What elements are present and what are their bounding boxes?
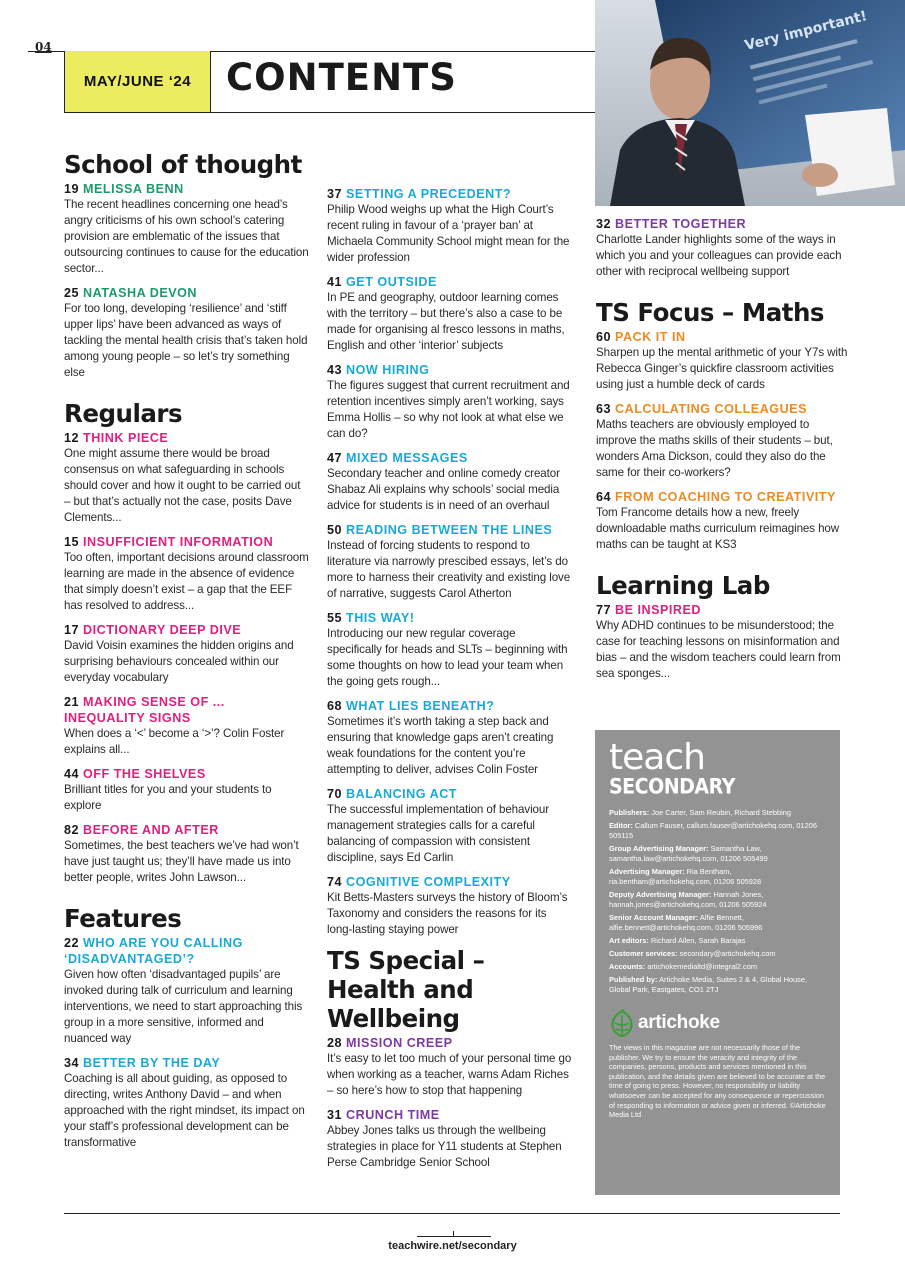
entry-description: Charlotte Lander highlights some of the ways in which you and your colleagues can provide each other with reciprocal wellbeing support bbox=[596, 233, 842, 278]
entry-heading: BEFORE AND AFTER bbox=[83, 823, 219, 837]
entry-page: 41 bbox=[327, 275, 343, 289]
contents-entry[interactable] bbox=[327, 522, 572, 602]
entry-heading: WHO ARE YOU CALLING ‘DISADVANTAGED’? bbox=[64, 936, 243, 966]
contents-entry[interactable] bbox=[327, 362, 572, 442]
entry-page: 60 bbox=[596, 330, 612, 344]
artichoke-logo-icon bbox=[609, 1009, 635, 1037]
teach-logo-top: teach bbox=[609, 737, 705, 778]
entry-heading: NATASHA DEVON bbox=[83, 286, 198, 300]
entry-heading: BE INSPIRED bbox=[615, 603, 701, 617]
column-middle bbox=[327, 186, 572, 1179]
masthead-credit: Published by: Artichoke Media, Suites 2 & 4, Global House, Global Park, Eastgates, CO1 2TJ bbox=[609, 975, 808, 994]
entry-heading: BETTER TOGETHER bbox=[615, 217, 747, 231]
teach-logo-bottom: SECONDARY bbox=[609, 774, 735, 800]
contents-entry[interactable] bbox=[596, 602, 851, 682]
entry-page: 47 bbox=[327, 451, 343, 465]
section-title-features: Features bbox=[64, 904, 182, 933]
contents-entry[interactable] bbox=[596, 489, 851, 553]
cover-photo bbox=[595, 0, 905, 206]
contents-entry[interactable] bbox=[64, 181, 309, 277]
footer-tick bbox=[453, 1231, 454, 1236]
entry-page: 74 bbox=[327, 875, 343, 889]
entry-heading: MISSION CREEP bbox=[346, 1036, 453, 1050]
entry-page: 21 bbox=[64, 695, 80, 709]
entry-heading: WHAT LIES BENEATH? bbox=[346, 699, 495, 713]
entry-heading: MAKING SENSE OF ... INEQUALITY SIGNS bbox=[64, 695, 225, 725]
entry-heading: BALANCING ACT bbox=[346, 787, 457, 801]
section-title-ts-special: TS Special – Health and Wellbeing bbox=[327, 946, 485, 1033]
entry-heading: FROM COACHING TO CREATIVITY bbox=[615, 490, 836, 504]
entry-heading: INSUFFICIENT INFORMATION bbox=[83, 535, 274, 549]
contents-entry[interactable] bbox=[327, 186, 572, 266]
entry-heading: GET OUTSIDE bbox=[346, 275, 437, 289]
entry-heading: BETTER BY THE DAY bbox=[83, 1056, 221, 1070]
section-title-regulars: Regulars bbox=[64, 399, 183, 428]
entry-heading: CALCULATING COLLEAGUES bbox=[615, 402, 807, 416]
contents-entry[interactable] bbox=[327, 450, 572, 514]
contents-entry[interactable] bbox=[327, 786, 572, 866]
entry-description: Sharpen up the mental arithmetic of your Y7s with Rebecca Ginger’s quickfire classroom activities using just a humble deck of cards bbox=[596, 346, 848, 391]
masthead-credit: Group Advertising Manager: Samantha Law, samantha.law@artichokehq.com, 01206 505499 bbox=[609, 844, 768, 863]
entry-heading: THINK PIECE bbox=[83, 431, 169, 445]
entry-description: The figures suggest that current recruitment and retention incentives simply aren’t working, says Emma Hollis – so why not look at what else we can do? bbox=[327, 379, 570, 440]
entry-heading: MIXED MESSAGES bbox=[346, 451, 468, 465]
entry-description: The successful implementation of behaviour management strategies calls for a careful balancing of compassion with consistent discipline, says Ed Carlin bbox=[327, 803, 549, 864]
artichoke-brand bbox=[609, 1009, 826, 1037]
contents-entry[interactable] bbox=[596, 401, 851, 481]
entry-description: One might assume there would be broad consensus on what safeguarding in schools should cover and how it ought to be carried out – but that’s actually not the case, posits Dave Clements... bbox=[64, 447, 301, 524]
masthead-disclaimer: The views in this magazine are not necessarily those of the publisher. We try to ensure the veracity and integrity of the companies, persons, products and services mentioned in this publication, and the details given are believed to be accurate at the time of going to press. However, no responsibility or liability whatsoever can be accepted for any consequence or repercussion of responding to information or advice given or inferred. ©Artichoke Media Ltd bbox=[609, 1043, 826, 1120]
entry-page: 63 bbox=[596, 402, 612, 416]
entry-description: Sometimes it’s worth taking a step back and ensuring that knowledge gaps aren’t creating weak foundations for the content you’re attempting to deliver, advises Colin Foster bbox=[327, 715, 554, 776]
contents-entry[interactable] bbox=[327, 274, 572, 354]
entry-heading: PACK IT IN bbox=[615, 330, 686, 344]
entry-heading: THIS WAY! bbox=[346, 611, 415, 625]
entry-description: For too long, developing ‘resilience’ and ‘stiff upper lips’ have been advanced as ways of tackling the mental health crisis that’s taken hold among young people – so let’s try something else bbox=[64, 302, 308, 379]
section-title-ts-focus: TS Focus – Maths bbox=[596, 298, 824, 327]
entry-description: Too often, important decisions around classroom learning are made in the absence of evidence that simply doesn’t exist – a gap that the EEF has resolved to address... bbox=[64, 551, 309, 612]
footer-rule bbox=[64, 1213, 840, 1214]
entry-description: Given how often ‘disadvantaged pupils’ are invoked during talk of curriculum and learning interventions, we need to start approaching this group in a more sensitive, informed and nuanced way bbox=[64, 968, 303, 1045]
entry-description: Secondary teacher and online comedy creator Shabaz Ali explains why schools’ social media advice for students is in need of an overhaul bbox=[327, 467, 560, 512]
entry-description: Why ADHD continues to be misunderstood; the case for teaching lessons on misinformation and bias – and the wisdom teachers could learn from sea sponges... bbox=[596, 619, 841, 680]
contents-entry[interactable] bbox=[327, 874, 572, 938]
entry-description: Instead of forcing students to respond to literature via narrowly prescibed essays, let’s do more to harness their creativity and existing love of narrative, suggests Carol Atherton bbox=[327, 539, 571, 600]
entry-description: Introducing our new regular coverage specifically for heads and SLTs – beginning with some thoughts on how to lead your team when the going gets rough... bbox=[327, 627, 568, 688]
contents-entry[interactable] bbox=[327, 1107, 572, 1171]
contents-entry[interactable] bbox=[64, 622, 309, 686]
artichoke-brand-name: artichoke bbox=[638, 1012, 720, 1033]
masthead-box bbox=[595, 730, 840, 1195]
contents-entry[interactable] bbox=[327, 698, 572, 778]
masthead-credit: Advertising Manager: Ria Bentham, ria.bentham@artichokehq.com, 01206 505928 bbox=[609, 867, 762, 886]
masthead-credit: Deputy Advertising Manager: Hannah Jones, hannah.jones@artichokehq.com, 01206 505924 bbox=[609, 890, 767, 909]
masthead-credit: Accounts: artichokemedialtd@integral2.com bbox=[609, 962, 757, 971]
teacher-presenting-illustration bbox=[595, 0, 905, 206]
entry-heading: COGNITIVE COMPLEXITY bbox=[346, 875, 511, 889]
masthead-credit: Senior Account Manager: Alfie Bennett, alfie.bennett@artichokehq.com, 01206 505996 bbox=[609, 913, 763, 932]
screen-text: Very important! bbox=[743, 8, 869, 55]
entry-description: In PE and geography, outdoor learning comes with the territory – but there’s also a case to be made for organising al fresco lessons in maths, English and other ‘interior’ subjects bbox=[327, 291, 565, 352]
entry-page: 55 bbox=[327, 611, 343, 625]
contents-entry[interactable] bbox=[64, 285, 309, 381]
footer-url-link[interactable]: teachwire.net/secondary bbox=[388, 1240, 517, 1252]
contents-entry[interactable] bbox=[64, 935, 309, 1047]
contents-entry[interactable] bbox=[64, 822, 309, 886]
entry-description: Coaching is all about guiding, as opposed to directing, writes Anthony David – and when approached with the right mindset, its impact on your staff’s professional development can be transformative bbox=[64, 1072, 305, 1149]
masthead-credit: Editor: Callum Fauser, callum.fauser@artichokehq.com, 01206 505115 bbox=[609, 821, 817, 840]
page-title: CONTENTS bbox=[226, 56, 457, 99]
contents-entry[interactable] bbox=[64, 534, 309, 614]
entry-page: 34 bbox=[64, 1056, 80, 1070]
entry-heading: NOW HIRING bbox=[346, 363, 430, 377]
section-title-learning-lab: Learning Lab bbox=[596, 571, 770, 600]
entry-heading: READING BETWEEN THE LINES bbox=[346, 523, 553, 537]
entry-page: 22 bbox=[64, 936, 80, 950]
contents-entry[interactable] bbox=[596, 216, 851, 280]
entry-page: 15 bbox=[64, 535, 80, 549]
contents-entry[interactable] bbox=[64, 694, 309, 758]
section-title-school-of-thought: School of thought bbox=[64, 150, 302, 179]
column-left bbox=[64, 150, 309, 1159]
contents-entry[interactable] bbox=[64, 766, 309, 814]
entry-heading: CRUNCH TIME bbox=[346, 1108, 440, 1122]
entry-heading: SETTING A PRECEDENT? bbox=[346, 187, 512, 201]
page-number: 04 bbox=[35, 40, 52, 54]
entry-page: 37 bbox=[327, 187, 343, 201]
entry-page: 25 bbox=[64, 286, 80, 300]
entry-page: 70 bbox=[327, 787, 343, 801]
entry-page: 44 bbox=[64, 767, 80, 781]
entry-page: 43 bbox=[327, 363, 343, 377]
entry-page: 64 bbox=[596, 490, 612, 504]
entry-description: Brilliant titles for you and your students to explore bbox=[64, 783, 272, 812]
contents-entry[interactable] bbox=[596, 329, 851, 393]
entry-page: 31 bbox=[327, 1108, 343, 1122]
masthead-credit: Art editors: Richard Allen, Sarah Barajas bbox=[609, 936, 746, 945]
entry-page: 28 bbox=[327, 1036, 343, 1050]
entry-description: Tom Francome details how a new, freely downloadable maths curriculum reimagines how maths can be taught at KS3 bbox=[596, 506, 840, 551]
entry-description: Maths teachers are obviously employed to improve the maths skills of their students – but, wonders Ama Dickson, could they also do the same for their co-workers? bbox=[596, 418, 833, 479]
contents-entry[interactable] bbox=[327, 610, 572, 690]
column-right bbox=[596, 216, 851, 690]
entry-page: 32 bbox=[596, 217, 612, 231]
entry-heading: OFF THE SHELVES bbox=[83, 767, 206, 781]
entry-description: When does a ‘<’ become a ‘>’? Colin Foster explains all... bbox=[64, 727, 285, 756]
entry-page: 19 bbox=[64, 182, 80, 196]
contents-entry[interactable] bbox=[327, 1035, 572, 1099]
entry-description: Philip Wood weighs up what the High Court’s recent ruling in favour of a ‘prayer ban’ at Michaela Community School might mean for the wider profession bbox=[327, 203, 570, 264]
entry-description: David Voisin examines the hidden origins and surprising behaviours concealed within our everyday vocabulary bbox=[64, 639, 294, 684]
issue-date-badge: MAY/JUNE ‘24 bbox=[64, 51, 211, 113]
entry-page: 82 bbox=[64, 823, 80, 837]
entry-heading: MELISSA BENN bbox=[83, 182, 184, 196]
entry-page: 68 bbox=[327, 699, 343, 713]
contents-entry[interactable] bbox=[64, 430, 309, 526]
masthead-credit: Customer services: secondary@artichokehq.com bbox=[609, 949, 776, 958]
entry-page: 77 bbox=[596, 603, 612, 617]
entry-description: Abbey Jones talks us through the wellbeing strategies in place for Y11 students at Stephen Perse Cambridge Senior School bbox=[327, 1124, 562, 1169]
entry-page: 17 bbox=[64, 623, 80, 637]
footer-url-rule bbox=[417, 1236, 491, 1237]
entry-heading: DICTIONARY DEEP DIVE bbox=[83, 623, 242, 637]
entry-page: 12 bbox=[64, 431, 80, 445]
entry-page: 50 bbox=[327, 523, 343, 537]
entry-description: Kit Betts-Masters surveys the history of Bloom’s Taxonomy and considers the reasons for its long-lasting staying power bbox=[327, 891, 568, 936]
entry-description: The recent headlines concerning one head’s angry criticisms of his own school’s catering provision are emblematic of the issues that outsourcing continues to cause for the education sector... bbox=[64, 198, 309, 275]
masthead-credit: Publishers: Joe Carter, Sam Reubin, Richard Stebbing bbox=[609, 808, 791, 817]
entry-description: It’s easy to let too much of your personal time go when working as a teacher, warns Adam Riches – so here’s how to stop that happening bbox=[327, 1052, 572, 1097]
entry-description: Sometimes, the best teachers we’ve had won’t have just taught us; they’ll have made us into better people, writes John Lawson... bbox=[64, 839, 299, 884]
contents-entry[interactable] bbox=[64, 1055, 309, 1151]
